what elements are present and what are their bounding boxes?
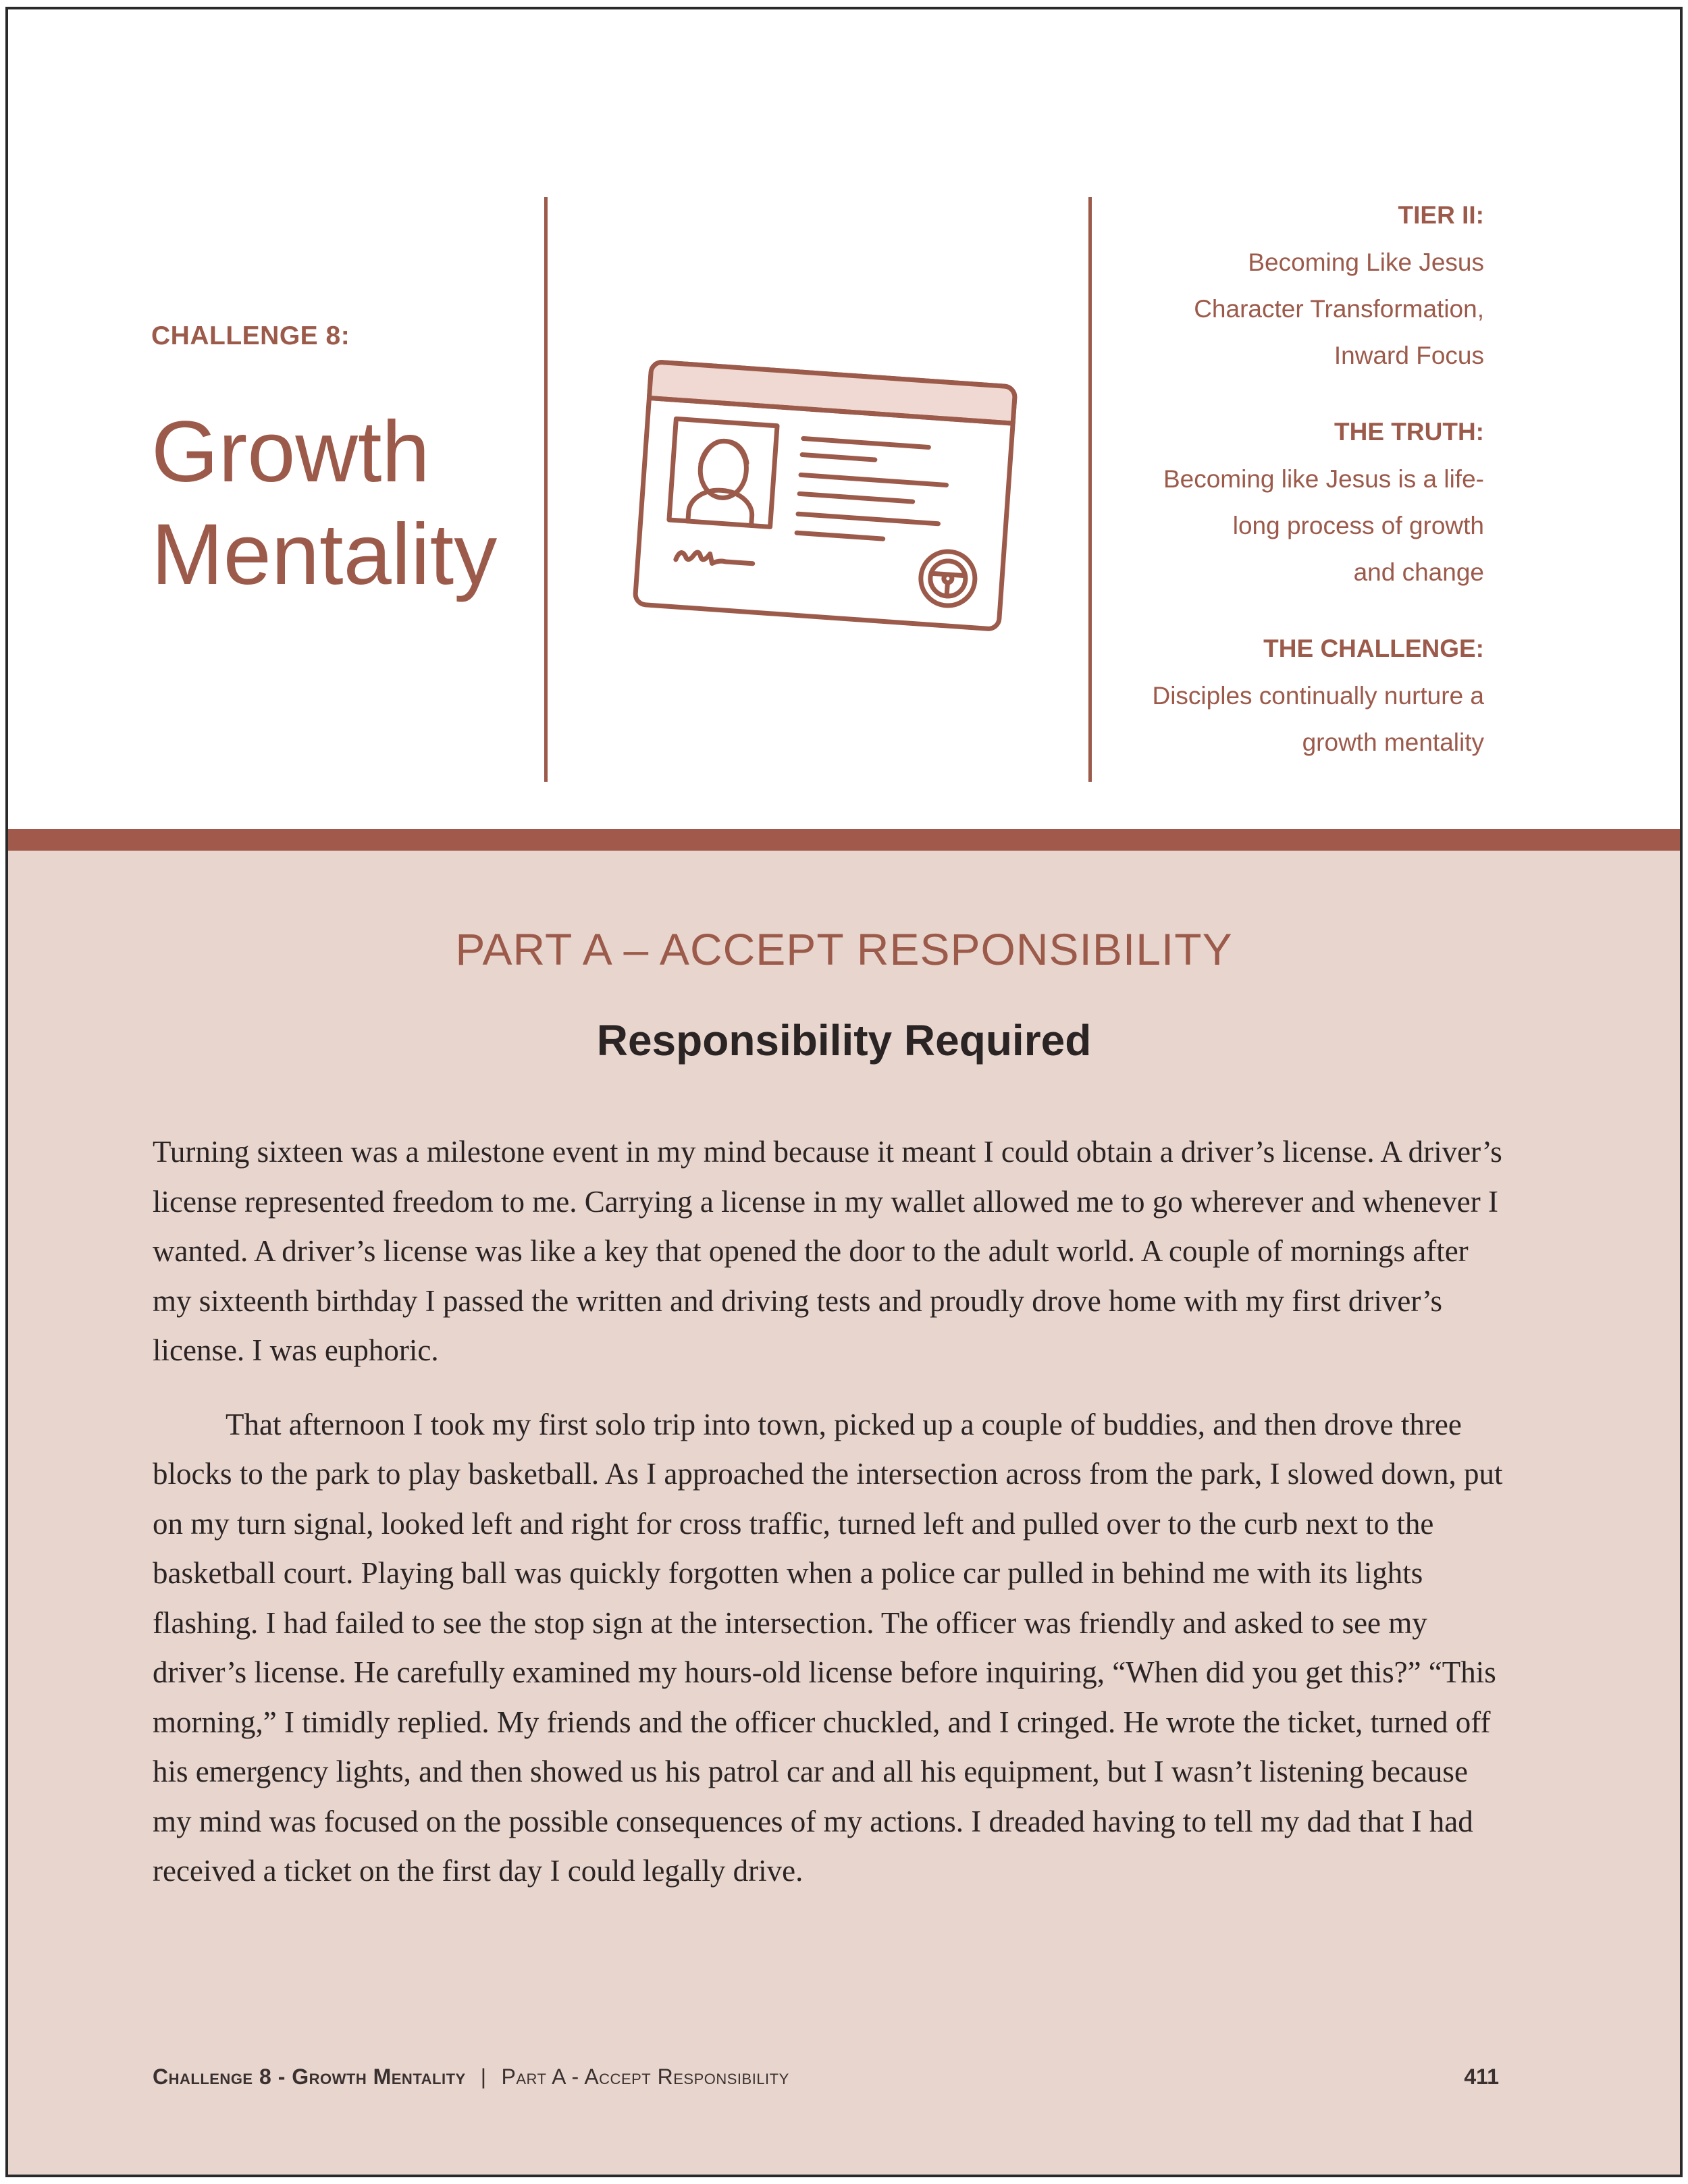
footer-separator: | — [480, 2065, 487, 2089]
challenge-label: CHALLENGE 8: — [151, 321, 350, 350]
title-line-1: Growth — [151, 404, 430, 500]
part-title: PART A – ACCEPT RESPONSIBILITY — [455, 924, 1233, 974]
paragraph-2: That afternoon I took my first solo trip into town, picked up a couple of buddies, and then drove three blocks to the park to play basketball. As I approached the intersection across from the park, I slowed down, put on my turn signal, looked left and right for cross traffic, turned left and pulled over to the curb next to the basketball court. Playing ball was quickly forgotten when a police car pulled in behind me with its lights flashing. I had failed to see the stop sign at the intersection. The officer was friendly and asked to see my driver’s license. He carefully examined my hours-old license before inquiring, “When did you get this?” “This morning,” I timidly replied. My friends and the officer chuckled, and I cringed. He wrote the ticket, turned off his emergency lights, and then showed us his patrol car and all his equipment, but I wasn’t listening because my mind was focused on the possible consequences of my actions. I dreaded having to tell my dad that I had received a ticket on the first day I could legally drive. — [153, 1407, 1503, 1888]
title-line-2: Mentality — [151, 506, 498, 603]
tier-group — [1052, 192, 1484, 379]
tier-line: Character Transformation, — [1194, 295, 1484, 323]
body-text — [153, 1127, 1510, 1921]
truth-heading: THE TRUTH: — [1334, 418, 1484, 446]
challenge-group — [1052, 625, 1484, 766]
footer-chapter: Challenge 8 - Growth Mentality — [153, 2065, 466, 2089]
truth-line: and change — [1353, 558, 1484, 586]
challenge-line: growth mentality — [1302, 728, 1484, 756]
challenge-summary — [1052, 192, 1484, 795]
challenge-title — [151, 401, 529, 606]
tier-heading: TIER II: — [1398, 201, 1484, 229]
main-content — [8, 851, 1680, 2177]
challenge-line: Disciples continually nurture a — [1152, 682, 1484, 710]
truth-group — [1052, 408, 1484, 595]
page-footer — [153, 2065, 1499, 2105]
chapter-header — [8, 9, 1680, 829]
page — [5, 7, 1683, 2177]
section-title: Responsibility Required — [596, 1016, 1092, 1065]
footer-running-head — [153, 2065, 789, 2089]
challenge-heading: THE CHALLENGE: — [1263, 635, 1484, 662]
vertical-divider-left — [544, 197, 548, 782]
truth-line: long process of growth — [1232, 512, 1484, 539]
tier-line: Inward Focus — [1334, 342, 1484, 369]
page-number: 411 — [1464, 2065, 1499, 2089]
drivers-license-icon — [623, 354, 1028, 637]
tier-line: Becoming Like Jesus — [1248, 248, 1484, 276]
footer-part: Part A - Accept Responsibility — [501, 2065, 789, 2089]
truth-line: Becoming like Jesus is a life- — [1163, 465, 1484, 493]
header-divider-bar — [8, 829, 1680, 851]
paragraph-1: Turning sixteen was a milestone event in my mind because it meant I could obtain a driver’s license. A driver’s license represented freedom to me. Carrying a license in my wallet allowed me to go wherever and whenever I wanted. A driver’s license was like a key that opened the door to the adult world. A couple of mornings after my sixteenth birthday I passed the written and driving tests and proudly drove home with my first driver’s license. I was euphoric. — [153, 1135, 1502, 1367]
